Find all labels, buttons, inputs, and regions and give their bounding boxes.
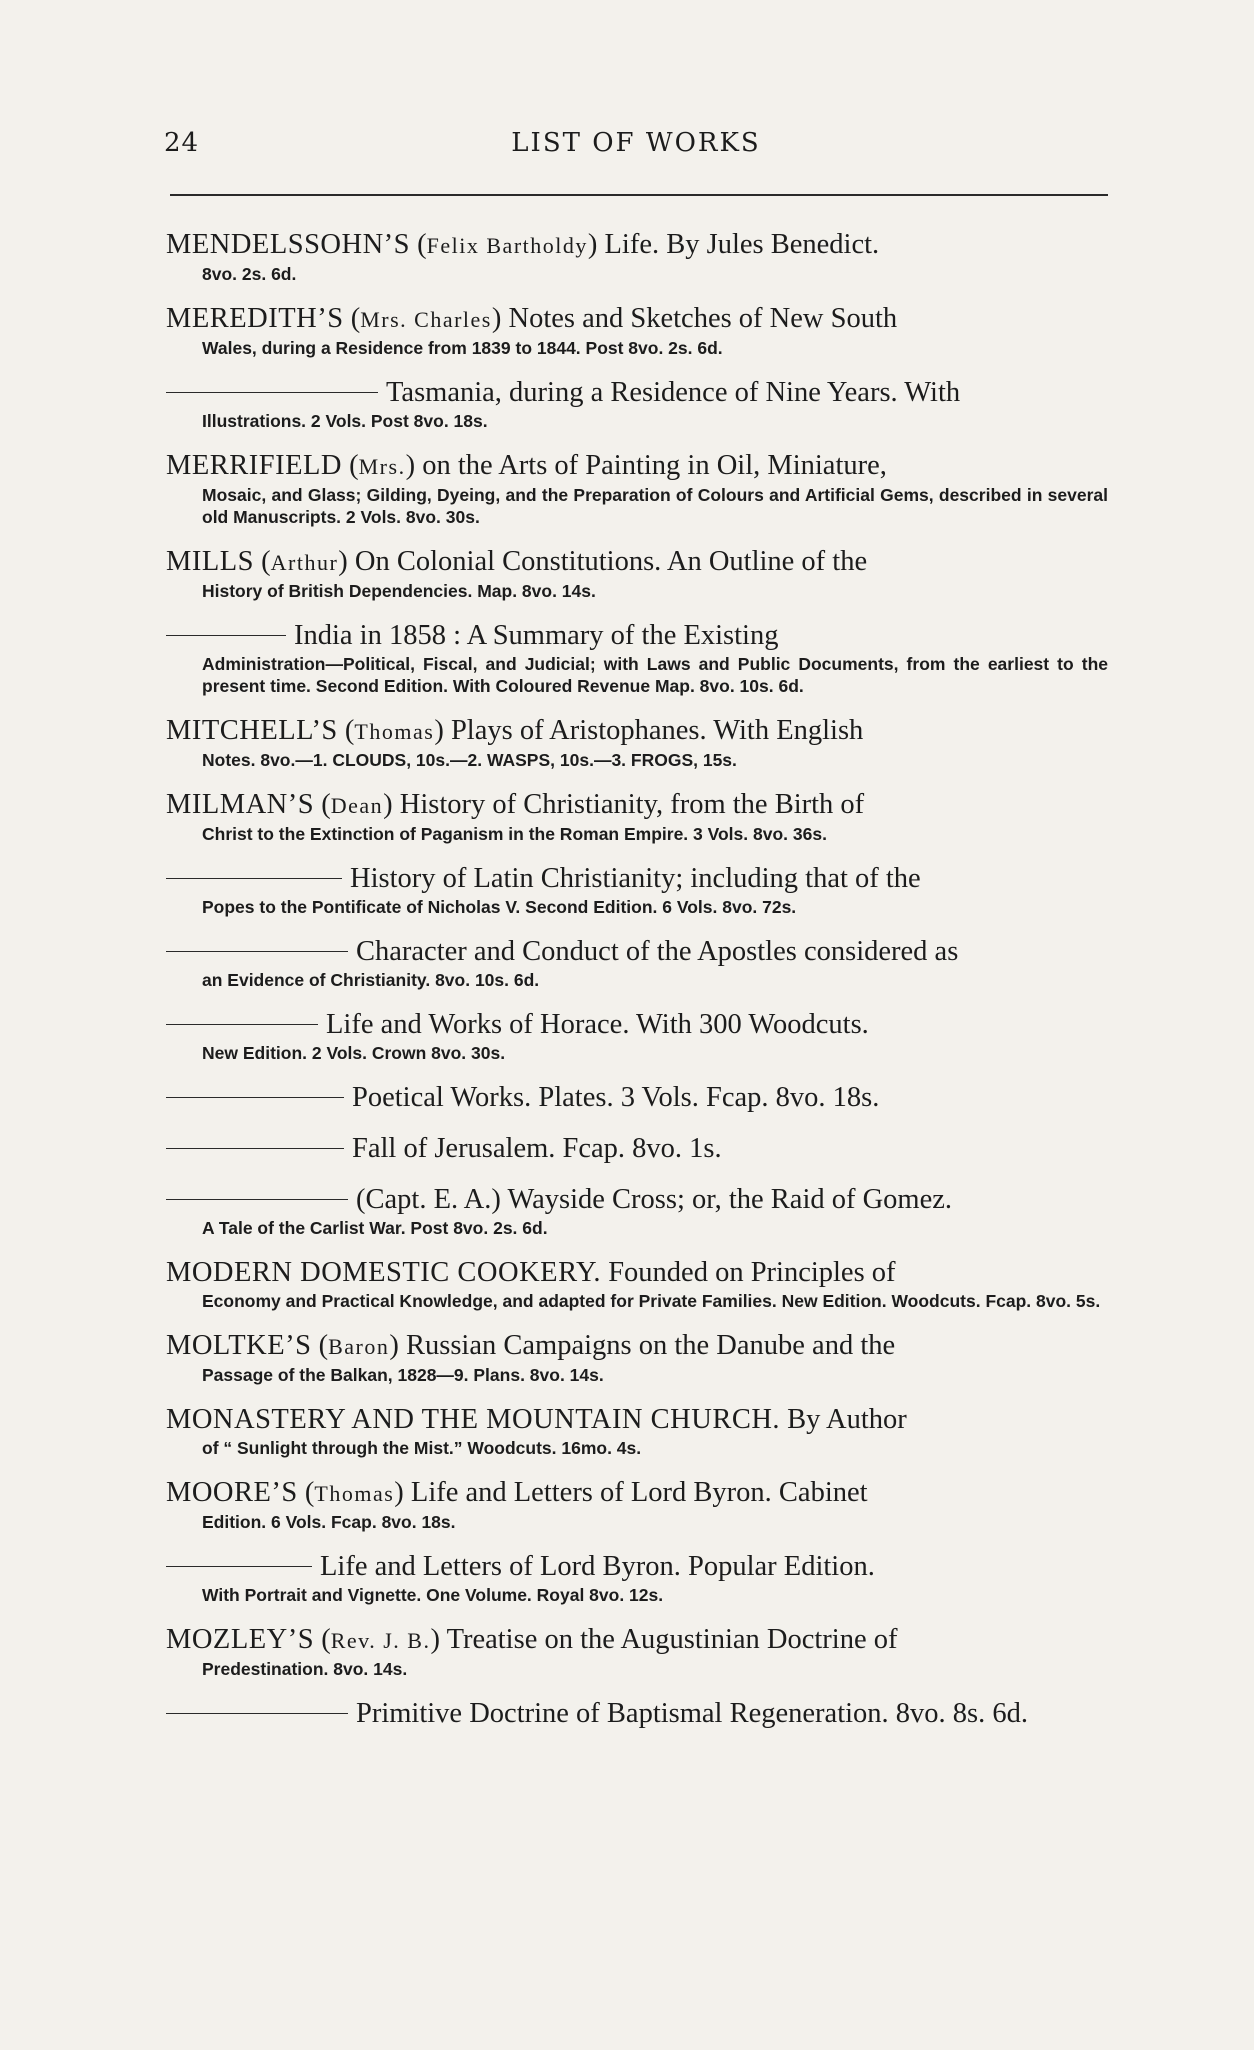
page-number: 24 — [164, 128, 200, 158]
catalogue-entry — [166, 449, 1108, 528]
entry-title: On Colonial Constitutions. An Outline of the — [347, 546, 868, 577]
entry-heading: MOZLEY’S (Rev. J. B.) Treatise on the Augustinian Doctrine of — [166, 1624, 898, 1655]
catalogue-entry — [166, 714, 1108, 771]
ditto-dash — [166, 878, 342, 879]
entry-description: Notes. 8vo.—1. CLOUDS, 10s.—2. WASPS, 10s.—3. FROGS, 15s. — [202, 750, 737, 770]
catalogue-subentry — [166, 1081, 1108, 1115]
catalogue-subentry — [166, 1132, 1108, 1166]
entry-title: Russian Campaigns on the Danube and the — [398, 1330, 896, 1361]
entry-qualifier: Dean — [330, 793, 384, 818]
entry-heading: MENDELSSOHN’S (Felix Bartholdy) Life. By Jules Benedict. — [166, 229, 880, 260]
entry-qualifier: Mrs. Charles — [360, 307, 492, 332]
entry-heading — [166, 619, 1108, 653]
entry-description: With Portrait and Vignette. One Volume. Royal 8vo. 12s. — [202, 1585, 664, 1605]
entry-description: an Evidence of Christianity. 8vo. 10s. 6d. — [202, 970, 540, 990]
entry-heading: MEREDITH’S (Mrs. Charles) Notes and Sketches of New South — [166, 303, 898, 334]
entry-heading: MILMAN’S (Dean) History of Christianity, from the Birth of — [166, 789, 865, 820]
entry-qualifier: Thomas — [314, 1481, 395, 1506]
entry-author: MOLTKE’S — [166, 1330, 312, 1361]
entry-description: Illustrations. 2 Vols. Post 8vo. 18s. — [202, 411, 488, 431]
ditto-dash — [166, 635, 286, 636]
entry-title: Founded on Principles of — [601, 1257, 896, 1288]
entry-title: Poetical Works. Plates. 3 Vols. Fcap. 8vo. 18s. — [352, 1082, 880, 1113]
entry-description: Economy and Practical Knowledge, and adapted for Private Families. New Edition. Woodcuts. Fcap. 8vo. 5s. — [202, 1291, 1101, 1311]
entry-heading — [166, 1081, 1108, 1115]
entry-heading — [166, 1132, 1108, 1166]
entry-description: of “ Sunlight through the Mist.” Woodcuts. 16mo. 4s. — [202, 1438, 642, 1458]
entry-title: Life. By Jules Benedict. — [597, 229, 880, 260]
entry-title: Life and Letters of Lord Byron. Cabinet — [403, 1477, 868, 1508]
catalogue-entry — [166, 1403, 1108, 1459]
ditto-dash — [166, 951, 348, 952]
entry-author: MOZLEY’S — [166, 1624, 315, 1655]
entry-author: MENDELSSOHN’S — [166, 229, 411, 260]
catalogue-entry — [166, 1256, 1108, 1312]
entry-title: (Capt. E. A.) Wayside Cross; or, the Raid of Gomez. — [356, 1184, 953, 1215]
entry-heading — [166, 1697, 1108, 1731]
ditto-dash — [166, 1097, 344, 1098]
entry-heading: MOLTKE’S (Baron) Russian Campaigns on the Danube and the — [166, 1330, 896, 1361]
entry-heading — [166, 935, 1108, 969]
catalogue-subentry — [166, 1697, 1108, 1731]
entry-author: MEREDITH’S — [166, 303, 344, 334]
entry-heading: MILLS (Arthur) On Colonial Constitutions. An Outline of the — [166, 546, 868, 577]
ditto-dash — [166, 1148, 344, 1149]
catalogue-list — [166, 228, 1108, 1748]
catalogue-subentry — [166, 619, 1108, 697]
entry-description: Passage of the Balkan, 1828—9. Plans. 8vo. 14s. — [202, 1365, 604, 1385]
entry-title: India in 1858 : A Summary of the Existing — [294, 620, 779, 651]
entry-author: MILMAN’S — [166, 789, 315, 820]
entry-description: Popes to the Pontificate of Nicholas V. Second Edition. 6 Vols. 8vo. 72s. — [202, 897, 797, 917]
catalogue-entry — [166, 788, 1108, 845]
entry-qualifier: Thomas — [354, 719, 435, 744]
entry-title: History of Latin Christianity; including that of the — [350, 863, 921, 894]
entry-title: Life and Letters of Lord Byron. Popular Edition. — [320, 1551, 875, 1582]
ditto-dash — [166, 1199, 348, 1200]
entry-qualifier: Rev. J. B. — [330, 1628, 431, 1653]
entry-title: Character and Conduct of the Apostles considered as — [356, 936, 959, 967]
entry-title: Fall of Jerusalem. Fcap. 8vo. 1s. — [352, 1133, 722, 1164]
entry-author: MERRIFIELD — [166, 450, 342, 481]
entry-author: MONASTERY AND THE MOUNTAIN CHURCH. — [166, 1404, 781, 1435]
ditto-dash — [166, 1024, 318, 1025]
entry-description: Wales, during a Residence from 1839 to 1844. Post 8vo. 2s. 6d. — [202, 338, 723, 358]
entry-heading — [166, 1183, 1108, 1217]
entry-title: on the Arts of Painting in Oil, Miniature, — [415, 450, 887, 481]
entry-heading: MOORE’S (Thomas) Life and Letters of Lord Byron. Cabinet — [166, 1477, 868, 1508]
entry-title: Life and Works of Horace. With 300 Woodcuts. — [326, 1009, 869, 1040]
entry-description: Christ to the Extinction of Paganism in the Roman Empire. 3 Vols. 8vo. 36s. — [202, 824, 827, 844]
catalogue-entry — [166, 1476, 1108, 1533]
entry-author: MITCHELL’S — [166, 715, 338, 746]
entry-heading — [166, 1256, 1108, 1290]
catalogue-subentry — [166, 1550, 1108, 1606]
entry-description: Predestination. 8vo. 14s. — [202, 1659, 408, 1679]
catalogue-subentry — [166, 376, 1108, 432]
catalogue-subentry — [166, 1183, 1108, 1239]
entry-author: MILLS — [166, 546, 254, 577]
ditto-dash — [166, 1713, 348, 1714]
entry-title: Notes and Sketches of New South — [501, 303, 898, 334]
entry-heading — [166, 1550, 1108, 1584]
entry-description: A Tale of the Carlist War. Post 8vo. 2s. 6d. — [202, 1218, 548, 1238]
entry-heading — [166, 1008, 1108, 1042]
catalogue-entry — [166, 1623, 1108, 1680]
page-header — [164, 128, 1108, 168]
ditto-dash — [166, 392, 378, 393]
entry-title: Treatise on the Augustinian Doctrine of — [439, 1624, 898, 1655]
entry-heading: MERRIFIELD (Mrs.) on the Arts of Painting in Oil, Miniature, — [166, 450, 887, 481]
entry-title: Plays of Aristophanes. With English — [443, 715, 864, 746]
ditto-dash — [166, 1566, 312, 1567]
entry-title: History of Christianity, from the Birth of — [392, 789, 865, 820]
entry-qualifier: Felix Bartholdy — [426, 233, 588, 258]
entry-qualifier: Arthur — [270, 550, 339, 575]
entry-description: Administration—Political, Fiscal, and Judicial; with Laws and Public Documents, from the earliest to the present time. Second Edition. With Coloured Revenue Map. 8vo. 10s. 6d. — [202, 654, 1108, 696]
catalogue-entry — [166, 1329, 1108, 1386]
entry-author: MOORE’S — [166, 1477, 298, 1508]
running-title: LIST OF WORKS — [511, 128, 761, 158]
entry-heading — [166, 1403, 1108, 1437]
catalogue-subentry — [166, 862, 1108, 918]
catalogue-entry — [166, 302, 1108, 359]
entry-title: By Author — [780, 1404, 907, 1435]
entry-description: Edition. 6 Vols. Fcap. 8vo. 18s. — [202, 1512, 456, 1532]
entry-heading — [166, 862, 1108, 896]
entry-description: 8vo. 2s. 6d. — [202, 264, 297, 284]
catalogue-subentry — [166, 935, 1108, 991]
entry-description: History of British Dependencies. Map. 8vo. 14s. — [202, 581, 596, 601]
entry-description: Mosaic, and Glass; Gilding, Dyeing, and the Preparation of Colours and Artificial Gems, described in several old Manuscripts. 2 Vols. 8vo. 30s. — [202, 485, 1108, 527]
entry-title: Tasmania, during a Residence of Nine Years. With — [386, 377, 961, 408]
entry-heading — [166, 376, 1108, 410]
entry-title: Primitive Doctrine of Baptismal Regeneration. 8vo. 8s. 6d. — [356, 1698, 1029, 1729]
entry-qualifier: Mrs. — [358, 454, 406, 479]
entry-author: MODERN DOMESTIC COOKERY. — [166, 1257, 602, 1288]
entry-heading: MITCHELL’S (Thomas) Plays of Aristophanes. With English — [166, 715, 864, 746]
catalogue-subentry — [166, 1008, 1108, 1064]
entry-qualifier: Baron — [328, 1334, 390, 1359]
catalogue-entry — [166, 545, 1108, 602]
catalogue-entry — [166, 228, 1108, 285]
entry-description: New Edition. 2 Vols. Crown 8vo. 30s. — [202, 1043, 506, 1063]
header-rule — [170, 194, 1108, 196]
